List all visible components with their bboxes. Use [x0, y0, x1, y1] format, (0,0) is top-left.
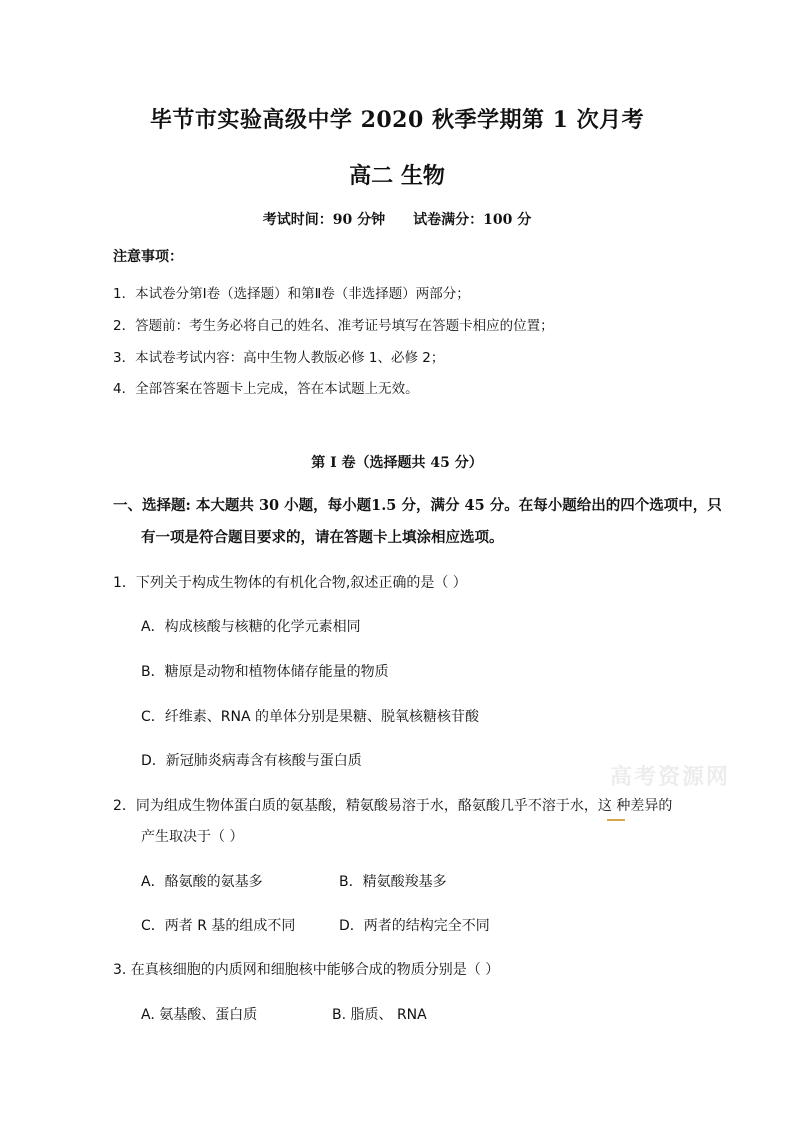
- question-2-stem-line2: 产生取决于（ ）: [141, 829, 244, 845]
- notes-title: 注意事项：: [113, 249, 183, 265]
- exam-info: [0, 209, 794, 229]
- question-1-option-c: C．纤维素、RNA 的单体分别是果糖、脱氧核糖核苷酸: [141, 709, 480, 725]
- question-2-option-d: D．两者的结构完全不同: [339, 918, 490, 934]
- note-item: 3．本试卷考试内容：高中生物人教版必修 1、必修 2；: [113, 350, 445, 366]
- question-2-option-b: B．精氨酸羧基多: [339, 874, 447, 890]
- watermark: 高考资源网: [610, 764, 731, 790]
- section-instruction-line1: 一、选择题: 本大题共 30 小题，每小题1.5 分，满分 45 分。在每小题给出的四个选项中，只: [113, 497, 722, 514]
- highlight-mark: [607, 819, 625, 821]
- question-2-option-c: C．两者 R 基的组成不同: [141, 918, 296, 934]
- part-title: 第 Ⅰ 卷（选择题共 45 分）: [311, 455, 483, 471]
- note-item: 2．答题前：考生务必将自己的姓名、准考证号填写在答题卡相应的位置；: [113, 318, 554, 334]
- question-1-option-d: D．新冠肺炎病毒含有核酸与蛋白质: [141, 753, 362, 769]
- exam-title: 毕节市实验高级中学 2020 秋季学期第 1 次月考: [149, 107, 645, 133]
- question-1-stem: 1．下列关于构成生物体的有机化合物,叙述正确的是（ ）: [113, 575, 467, 591]
- question-3-option-a: A. 氨基酸、蛋白质: [141, 1007, 258, 1023]
- exam-time: 考试时间：90 分钟: [262, 212, 386, 228]
- question-3-stem: 3. 在真核细胞的内质网和细胞核中能够合成的物质分别是（ ）: [113, 962, 500, 978]
- question-2-option-a: A．酪氨酸的氨基多: [141, 874, 263, 890]
- note-item: 1．本试卷分第Ⅰ卷（选择题）和第Ⅱ卷（非选择题）两部分；: [113, 286, 470, 302]
- question-1-option-a: A．构成核酸与核糖的化学元素相同: [141, 619, 361, 635]
- exam-subject: 高二 生物: [349, 163, 445, 189]
- exam-score: 试卷满分：100 分: [413, 212, 532, 228]
- question-1-option-b: B．糖原是动物和植物体储存能量的物质: [141, 664, 389, 680]
- note-item: 4．全部答案在答题卡上完成，答在本试题上无效。: [113, 381, 419, 397]
- question-2-stem-line1: 2．同为组成生物体蛋白质的氨基酸，精氨酸易溶于水，酪氨酸几乎不溶于水，这 种差异的: [113, 798, 673, 814]
- section-instruction-line2: 有一项是符合题目要求的，请在答题卡上填涂相应选项。: [141, 529, 504, 546]
- question-3-option-b: B. 脂质、 RNA: [332, 1007, 427, 1023]
